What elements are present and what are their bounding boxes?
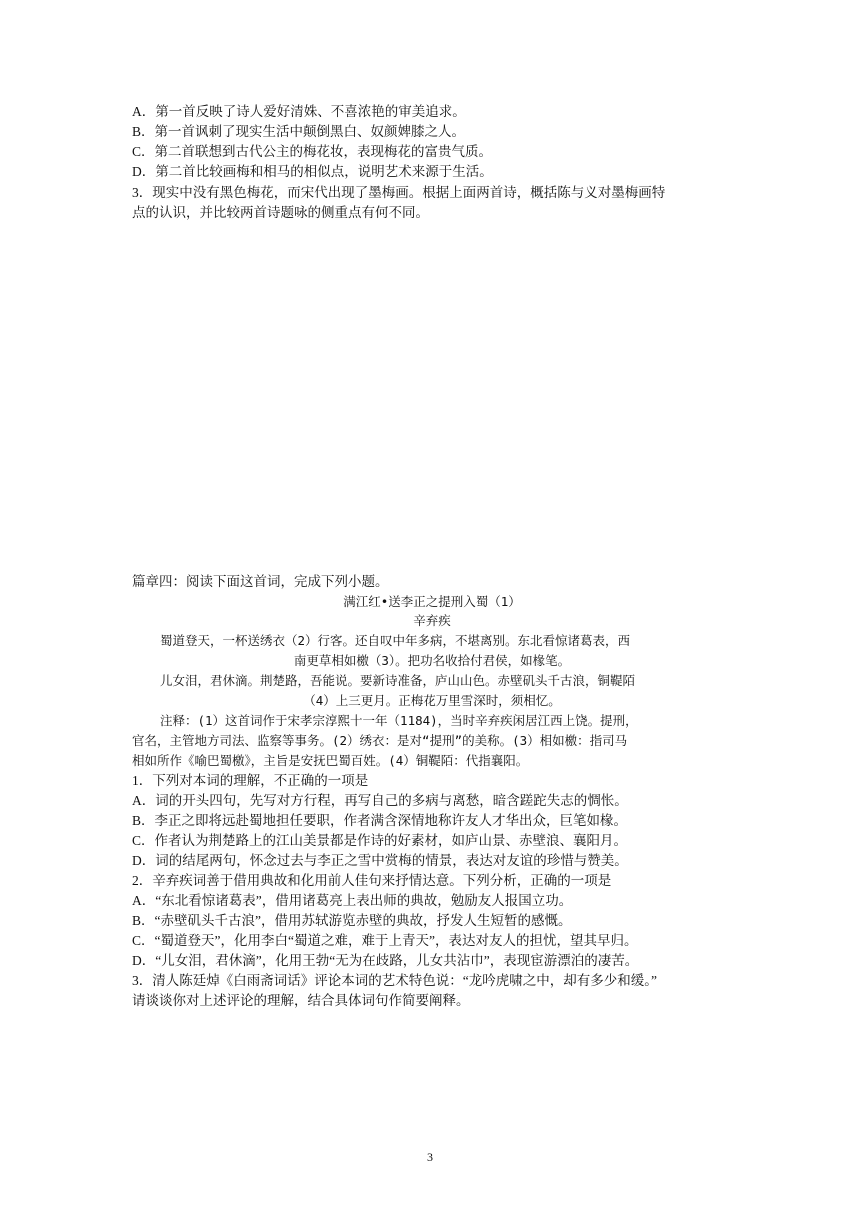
poem-author: 辛弃疾 — [413, 613, 451, 628]
question-3b-line-1: 3．清人陈廷焯《白雨斋词话》评论本词的艺术特色说：“龙吟虎啸之中，却有多少和缓。” — [132, 973, 657, 988]
question-1: 1．下列对本词的理解，不正确的一项是 — [132, 773, 369, 788]
question-3b-line-2: 请谈谈你对上述评论的理解，结合具体词句作简要阐释。 — [132, 993, 470, 1008]
q1-option-b: B．李正之即将远赴蜀地担任要职，作者满含深情地称许友人才华出众，巨笔如椽。 — [132, 813, 628, 828]
question-3-line-2: 点的认识，并比较两首诗题咏的侧重点有何不同。 — [132, 205, 429, 220]
option-d: D．第二首比较画梅和相马的相似点，说明艺术来源于生活。 — [132, 164, 493, 179]
stanza-1-line-2: 南更草相如檄（3）。把功名收拾付君侯，如椽笔。 — [293, 653, 571, 668]
stanza-2-line-2: （4）上三更月。正梅花万里雪深时，须相忆。 — [303, 693, 561, 708]
note-line-3: 相如所作《喻巴蜀檄》，主旨是安抚巴蜀百姓。(4）铜鞮陌：代指襄阳。 — [132, 753, 529, 768]
stanza-2-line-1: 儿女泪，君休滴。荆楚路，吾能说。要新诗准备，庐山山色。赤壁矶头千古浪，铜鞮陌 — [160, 673, 636, 688]
q2-option-d: D．“儿女泪，君休滴”，化用王勃“无为在歧路，儿女共沾巾”，表现宦游漂泊的凄苦。 — [132, 953, 639, 968]
page-number: 3 — [427, 1150, 433, 1164]
q2-option-c: C．“蜀道登天”，化用李白“蜀道之难，难于上青天”，表达对友人的担忧，望其早归。 — [132, 933, 638, 948]
note-line-1: 注释：(1）这首词作于宋孝宗淳熙十一年（1184)，当时辛弃疾闲居江西上饶。提刑， — [160, 713, 638, 728]
note-line-2: 官名，主管地方司法、监察等事务。(2）绣衣：是对“提刑”的美称。(3）相如檄：指司马 — [132, 733, 628, 748]
option-c: C．第二首联想到古代公主的梅花妆，表现梅花的富贵气质。 — [132, 144, 493, 159]
section-heading: 篇章四：阅读下面这首词，完成下列小题。 — [132, 574, 389, 589]
q1-option-c: C．作者认为荆楚路上的江山美景都是作诗的好素材，如庐山景、赤壁浪、襄阳月。 — [132, 833, 628, 848]
option-a: A．第一首反映了诗人爱好清姝、不喜浓艳的审美追求。 — [132, 104, 466, 119]
option-b: B．第一首讽刺了现实生活中颠倒黑白、奴颜婢膝之人。 — [132, 124, 466, 139]
question-3-line-1: 3．现实中没有黑色梅花，而宋代出现了墨梅画。根据上面两首诗，概括陈与义对墨梅画特 — [132, 185, 666, 200]
q2-option-a: A．“东北看惊诸葛表”，借用诸葛亮上表出师的典故，勉励友人报国立功。 — [132, 893, 573, 908]
q1-option-a: A．词的开头四句，先写对方行程，再写自己的多病与离愁，暗含蹉跎失志的惆怅。 — [132, 793, 628, 808]
poem-title: 满江红•送李正之提刑入蜀（1） — [343, 594, 521, 609]
stanza-1-line-1: 蜀道登天，一杯送绣衣（2）行客。还自叹中年多病，不堪离别。东北看惊诸葛表，西 — [160, 633, 631, 648]
q1-option-d: D．词的结尾两句，怀念过去与李正之雪中赏梅的情景，表达对友谊的珍惜与赞美。 — [132, 853, 628, 868]
q2-option-b: B．“赤壁矶头千古浪”，借用苏轼游览赤壁的典故，抒发人生短暂的感慨。 — [132, 913, 572, 928]
question-2: 2．辛弃疾词善于借用典故和化用前人佳句来抒情达意。下列分析，正确的一项是 — [132, 873, 612, 888]
